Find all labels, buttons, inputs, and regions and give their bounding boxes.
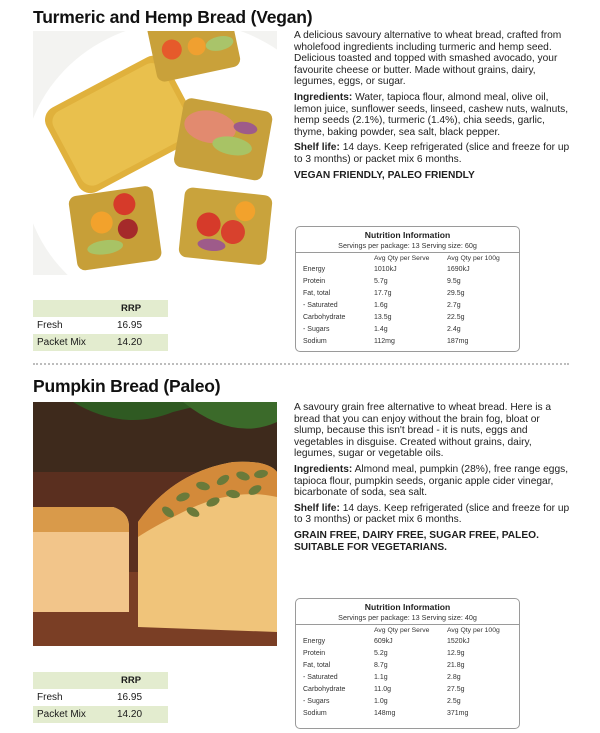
- nutrient-per100: 9.5g: [447, 277, 461, 285]
- price-value: 14.20: [117, 337, 143, 348]
- nutrient-serve: 1.0g: [374, 697, 388, 705]
- nutrition-row: [302, 707, 513, 719]
- nutrient-per100: 2.7g: [447, 301, 461, 309]
- diet-claims: VEGAN FRIENDLY, PALEO FRIENDLY: [294, 169, 475, 181]
- rrp-header-row: [33, 672, 168, 689]
- ingredients-text: Almond meal, pumpkin (28%), free range eggs, tapioca flour, pumpkin seeds, organic apple cider vinegar, bicarbonate of soda, sea salt.: [294, 463, 569, 499]
- rrp-row-packet-mix: [33, 334, 168, 351]
- nutrition-row: [302, 335, 513, 347]
- nutrient-serve: 11.0g: [374, 685, 391, 693]
- rrp-header: RRP: [121, 303, 142, 314]
- nutrition-row: [302, 263, 513, 275]
- nutrition-header-row: [302, 254, 513, 263]
- nutrient-label: - Saturated: [303, 673, 338, 681]
- rrp-row-packet-mix: [33, 706, 168, 723]
- nutrient-label: - Sugars: [303, 325, 330, 333]
- nutrient-serve: 1.1g: [374, 673, 388, 681]
- nutrient-serve: 17.7g: [374, 289, 392, 297]
- nutrition-row: [302, 647, 513, 659]
- rrp-price-table: [33, 300, 168, 351]
- nutrient-label: Sodium: [303, 709, 327, 717]
- nutrition-heading: Nutrition Information: [364, 230, 451, 240]
- rrp-header-row: [33, 300, 168, 317]
- nutrition-row: [302, 299, 513, 311]
- ingredients-label: Ingredients:: [294, 463, 353, 475]
- nutrient-label: Fat, total: [303, 661, 331, 669]
- nutrient-serve: 13.5g: [374, 313, 392, 321]
- ingredients-paragraph: [294, 92, 570, 138]
- price-value: 14.20: [117, 709, 143, 720]
- shelf-life-text: 14 days. Keep refrigerated (slice and freeze for up to 3 months) or packet mix 6 months.: [294, 502, 570, 526]
- price-value: 16.95: [117, 692, 143, 703]
- nutrient-per100: 22.5g: [447, 313, 465, 321]
- price-value: 16.95: [117, 320, 143, 331]
- nutrient-label: Energy: [303, 637, 326, 645]
- price-label: Fresh: [37, 692, 63, 703]
- nutrient-label: Protein: [303, 277, 326, 285]
- product-photo-pumpkin-bread: [33, 402, 277, 646]
- nutrition-panel: [295, 598, 520, 729]
- nutrient-label: Fat, total: [303, 289, 331, 297]
- col-per-100g: Avg Qty per 100g: [447, 255, 500, 262]
- nutrient-per100: 187mg: [447, 337, 469, 345]
- nutrition-header-row: [302, 626, 513, 635]
- nutrient-serve: 1010kJ: [374, 265, 397, 273]
- nutrient-label: - Saturated: [303, 301, 338, 309]
- nutrient-per100: 2.5g: [447, 697, 461, 705]
- nutrition-row: [302, 275, 513, 287]
- shelf-life-label: Shelf life:: [294, 502, 340, 514]
- nutrition-row: [302, 683, 513, 695]
- nutrient-per100: 2.4g: [447, 325, 461, 333]
- product-description: A delicious savoury alternative to wheat bread, crafted from wholefood ingredients including turmeric and hemp seed. Delicious toasted and topped with smashed avocado, your favourite cheese or butter. Made without grains, dairy, legumes, eggs, or sugar.: [294, 30, 562, 88]
- nutrient-per100: 1690kJ: [447, 265, 470, 273]
- price-label: Fresh: [37, 320, 63, 331]
- rrp-row-fresh: [33, 689, 168, 706]
- col-per-serve: Avg Qty per Serve: [374, 627, 430, 634]
- nutrient-serve: 5.2g: [374, 649, 388, 657]
- price-label: Packet Mix: [37, 709, 86, 720]
- nutrient-label: Energy: [303, 265, 326, 273]
- nutrition-row: [302, 323, 513, 335]
- nutrient-serve: 609kJ: [374, 637, 393, 645]
- product-description: A savoury grain free alternative to wheat bread. Here is a bread that you can enjoy without the brain fog, bloat or slump, because this isn't bread - it is nuts, eggs and vegetables in disguise. Created without grains, dairy, legumes, sugar or vegetable oils.: [294, 402, 552, 460]
- nutrition-heading: Nutrition Information: [364, 602, 451, 612]
- nutrient-per100: 2.8g: [447, 673, 461, 681]
- shelf-life-text: 14 days. Keep refrigerated (slice and freeze for up to 3 months) or packet mix 6 months.: [294, 142, 570, 165]
- nutrition-servings: Servings per package: 13 Serving size: 60g: [296, 241, 519, 253]
- product-section-turmeric: [0, 0, 600, 362]
- product-title: Turmeric and Hemp Bread (Vegan): [33, 7, 313, 27]
- nutrient-per100: 21.8g: [447, 661, 465, 669]
- nutrition-row: [302, 659, 513, 671]
- nutrition-row: [302, 695, 513, 707]
- nutrition-servings: Servings per package: 13 Serving size: 40g: [296, 613, 519, 625]
- rrp-row-fresh: [33, 317, 168, 334]
- nutrient-per100: 29.5g: [447, 289, 465, 297]
- nutrient-label: Carbohydrate: [303, 313, 346, 321]
- nutrient-label: - Sugars: [303, 697, 330, 705]
- nutrient-serve: 1.4g: [374, 325, 388, 333]
- col-per-serve: Avg Qty per Serve: [374, 255, 430, 262]
- nutrition-table: [302, 626, 513, 719]
- rrp-price-table: [33, 672, 168, 723]
- nutrient-serve: 8.7g: [374, 661, 388, 669]
- price-label: Packet Mix: [37, 337, 86, 348]
- nutrient-label: Protein: [303, 649, 326, 657]
- ingredients-paragraph: [294, 464, 570, 499]
- diet-claims: GRAIN FREE, DAIRY FREE, SUGAR FREE, PALEO. SUITABLE FOR VEGETARIANS.: [294, 529, 539, 553]
- ingredients-text: Water, tapioca flour, almond meal, olive oil, lemon juice, sunflower seeds, linseed, cashew nuts, walnuts, hemp seeds (2.1%), turmeric (1.4%), chia seeds, garlic, thyme, baking powder, sea salt, black pepper.: [294, 91, 569, 138]
- product-section-pumpkin: [0, 368, 600, 733]
- nutrient-label: Sodium: [303, 337, 327, 345]
- nutrient-serve: 1.6g: [374, 301, 388, 309]
- nutrition-row: [302, 671, 513, 683]
- nutrition-table: [302, 254, 513, 347]
- product-photo-turmeric-bread: [33, 31, 277, 275]
- nutrient-per100: 1520kJ: [447, 637, 470, 645]
- col-per-100g: Avg Qty per 100g: [447, 627, 500, 634]
- section-divider: [33, 363, 569, 365]
- shelf-life-label: Shelf life:: [294, 142, 340, 154]
- nutrient-per100: 27.5g: [447, 685, 465, 693]
- nutrition-panel: [295, 226, 520, 352]
- ingredients-label: Ingredients:: [294, 91, 353, 103]
- nutrition-row: [302, 635, 513, 647]
- nutrition-row: [302, 311, 513, 323]
- nutrient-per100: 371mg: [447, 709, 469, 717]
- product-description-block: [294, 30, 570, 185]
- shelf-life-paragraph: [294, 503, 570, 526]
- rrp-header: RRP: [121, 675, 142, 686]
- nutrient-serve: 148mg: [374, 709, 396, 717]
- nutrient-serve: 5.7g: [374, 277, 388, 285]
- shelf-life-paragraph: [294, 142, 570, 165]
- nutrition-row: [302, 287, 513, 299]
- nutrient-serve: 112mg: [374, 337, 395, 345]
- nutrient-label: Carbohydrate: [303, 685, 346, 693]
- product-description-block: [294, 402, 570, 557]
- product-title: Pumpkin Bread (Paleo): [33, 376, 221, 396]
- nutrient-per100: 12.9g: [447, 649, 465, 657]
